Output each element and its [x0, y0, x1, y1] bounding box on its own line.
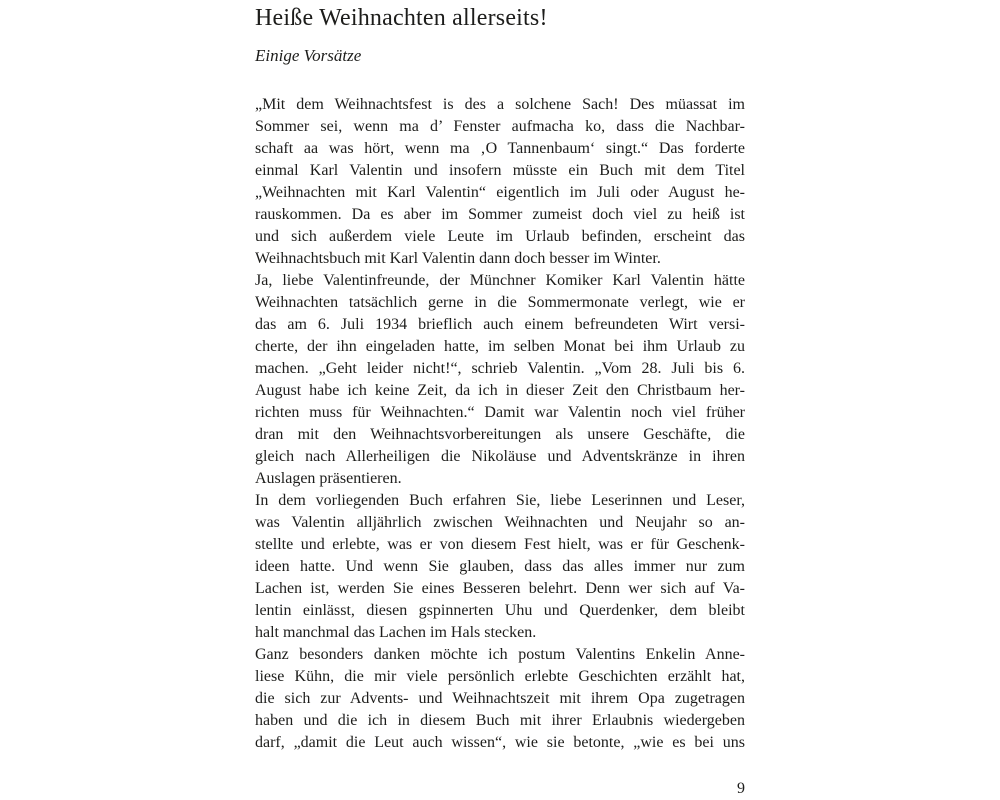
chapter-title: Heiße Weihnachten allerseits! [255, 5, 548, 31]
text-line: Lachen ist, werden Sie eines Besseren belehrt. Denn wer sich auf Va- [255, 580, 745, 597]
text-line: lentin einlässt, diesen gspinnerten Uhu und Querdenker, dem bleibt [255, 602, 745, 619]
text-line: gleich nach Allerheiligen die Nikoläuse und Adventskränze in ihren [255, 448, 745, 465]
text-line: schaft aa was hört, wenn ma ‚O Tannenbaum‘ singt.“ Das forderte [255, 140, 745, 157]
text-line: Ja, liebe Valentinfreunde, der Münchner Komiker Karl Valentin hätte [255, 272, 745, 289]
text-line: dran mit den Weihnachtsvorbereitungen als unsere Geschäfte, die [255, 426, 745, 443]
page-number: 9 [737, 780, 745, 797]
text-line: machen. „Geht leider nicht!“, schrieb Valentin. „Vom 28. Juli bis 6. [255, 360, 745, 377]
paragraph [255, 644, 745, 754]
text-block [255, 4, 745, 754]
text-line: Ganz besonders danken möchte ich postum Valentins Enkelin Anne- [255, 646, 745, 663]
text-line: rauskommen. Da es aber im Sommer zumeist doch viel zu heiß ist [255, 206, 745, 223]
text-line: ideen hatte. Und wenn Sie glauben, dass das alles immer nur zum [255, 558, 745, 575]
paragraph [255, 94, 745, 270]
text-line: einmal Karl Valentin und insofern müsste ein Buch mit dem Titel [255, 162, 745, 179]
text-line: darf, „damit die Leut auch wissen“, wie sie betonte, „wie es bei uns [255, 734, 745, 751]
text-line: das am 6. Juli 1934 brieflich auch einem befreundeten Wirt versi- [255, 316, 745, 333]
paragraph [255, 270, 745, 490]
text-line: „Mit dem Weihnachtsfest is des a solchene Sach! Des müassat im [255, 96, 745, 113]
text-line: Sommer sei, wenn ma d’ Fenster aufmacha ko, dass die Nachbar- [255, 118, 745, 135]
text-line: liese Kühn, die mir viele persönlich erlebte Geschichten erzählt hat, [255, 668, 745, 685]
text-line: Auslagen präsentieren. [255, 470, 402, 487]
text-line: haben und die ich in diesem Buch mit ihrer Erlaubnis wiedergeben [255, 712, 745, 729]
text-line: die sich zur Advents- und Weihnachtszeit mit ihrem Opa zugetragen [255, 690, 745, 707]
body-text [255, 94, 745, 754]
text-line: In dem vorliegenden Buch erfahren Sie, liebe Leserinnen und Leser, [255, 492, 745, 509]
text-line: August habe ich keine Zeit, da ich in dieser Zeit den Christbaum her- [255, 382, 745, 399]
text-line: was Valentin alljährlich zwischen Weihnachten und Neujahr so an- [255, 514, 745, 531]
text-line: und sich außerdem viele Leute im Urlaub befinden, erscheint das [255, 228, 745, 245]
text-line: Weihnachten tatsächlich gerne in die Sommermonate verlegt, wie er [255, 294, 745, 311]
paragraph [255, 490, 745, 644]
text-line: cherte, der ihn eingeladen hatte, im selben Monat bei ihm Urlaub zu [255, 338, 745, 355]
text-line: „Weihnachten mit Karl Valentin“ eigentlich im Juli oder August he- [255, 184, 745, 201]
text-line: halt manchmal das Lachen im Hals stecken. [255, 624, 537, 641]
text-line: richten muss für Weihnachten.“ Damit war Valentin noch viel früher [255, 404, 745, 421]
text-line: Weihnachtsbuch mit Karl Valentin dann doch besser im Winter. [255, 250, 661, 267]
text-line: stellte und erlebte, was er von diesem Fest hielt, was er für Geschenk- [255, 536, 745, 553]
chapter-subtitle: Einige Vorsätze [255, 46, 362, 65]
